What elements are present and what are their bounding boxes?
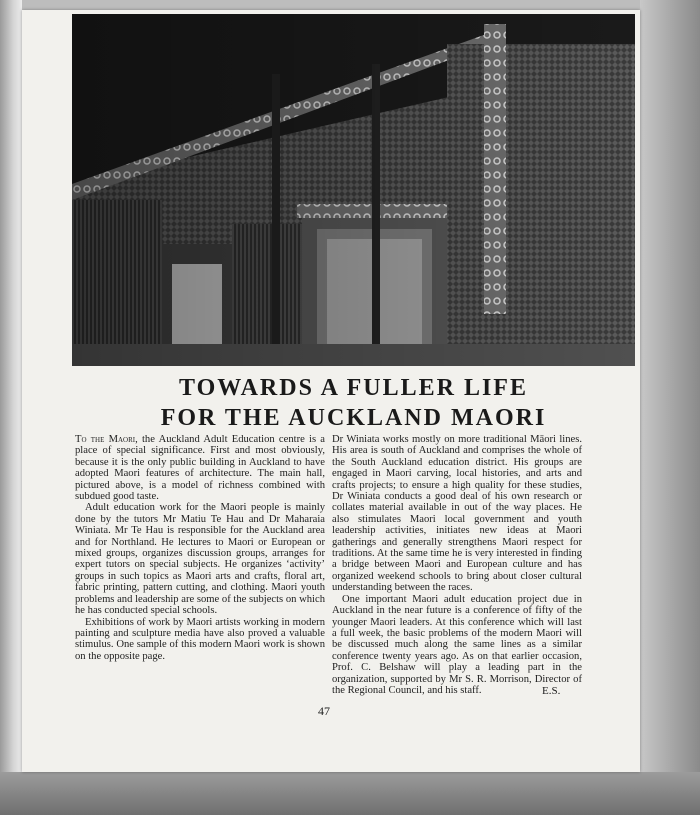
article-title xyxy=(72,373,635,433)
paragraph-5: One important Maori adult education project due in Auckland in the near future is a conference of fifty of the younger Maori leaders. At this conference which will last a full week, the basic problems of the modern Maori will be discussed much along the same lines as a similar conference twenty years ago. As on that earlier occasion, Prof. C. Belshaw will play a leading part in the organization, supported by Mr S. R. Morrison, Director of the Regional Council, and his staff. xyxy=(332,593,582,696)
paragraph-3: Exhibitions of work by Maori artists working in modern painting and sculpture media have also proved a valuable stimulus. One sample of this modern Maori work is shown on the opposite page. xyxy=(75,616,325,662)
meeting-hall-photo xyxy=(72,14,635,366)
article-column-left xyxy=(75,434,325,662)
paragraph-4: Dr Winiata works mostly on more traditional Māori lines. His area is south of Auckland and comprises the whole of the South Auckland education district. His groups are engaged in Maori carving, local histories, and arts and crafts projects; to ensure a high quality for these studies, Dr Winiata conducts a good deal of his own research or collates material available in out of the way places. He also stimulates Maori local government and youth leadership activities, initiates new ideas at Maori gatherings and generally strengthens Maori respect for traditions. At the same time he is very interested in finding a bridge between Maori and European culture and has organized weekend schools to bring about closer cultural understanding between the races. xyxy=(332,434,582,594)
paragraph-1-text: the Auckland Adult Education centre is a place of special significance. First and most obviously, because it is the only public building in Auckland to have adopted Maori features of architecture. The main hall, pictured above, is a model of richness combined with subdued good taste. xyxy=(75,434,326,503)
title-line-2: FOR THE AUCKLAND MAORI xyxy=(160,405,547,431)
scan-bottom-edge xyxy=(0,772,700,815)
page-number: 47 xyxy=(318,704,330,718)
scan-right-edge xyxy=(640,0,700,815)
author-initials: E.S. xyxy=(542,685,561,697)
paragraph-1 xyxy=(75,434,325,502)
magazine-page xyxy=(22,10,640,772)
carved-hall-interior-image xyxy=(72,14,635,366)
article-column-right xyxy=(332,434,582,696)
paragraph-2: Adult education work for the Maori people is mainly done by the tutors Mr Matiu Te Hau and Dr Maharaia Winiata. Mr Te Hau is responsible for the Auckland area and for Northland. He lectures to Maori or European or mixed groups, organizes discussion groups, arranges for expert tutors on special subjects. He organizes ‘activity’ groups in such topics as Maori arts and crafts, floral art, fabric printing, pattern cutting, and clothing. Maori youth problems and leadership are some of the subjects on which he has conducted special schools. xyxy=(75,502,325,617)
title-line-1: TOWARDS A FULLER LIFE xyxy=(179,375,528,401)
lead-caps: To the Maori, xyxy=(75,434,138,445)
scan-left-edge xyxy=(0,0,22,815)
